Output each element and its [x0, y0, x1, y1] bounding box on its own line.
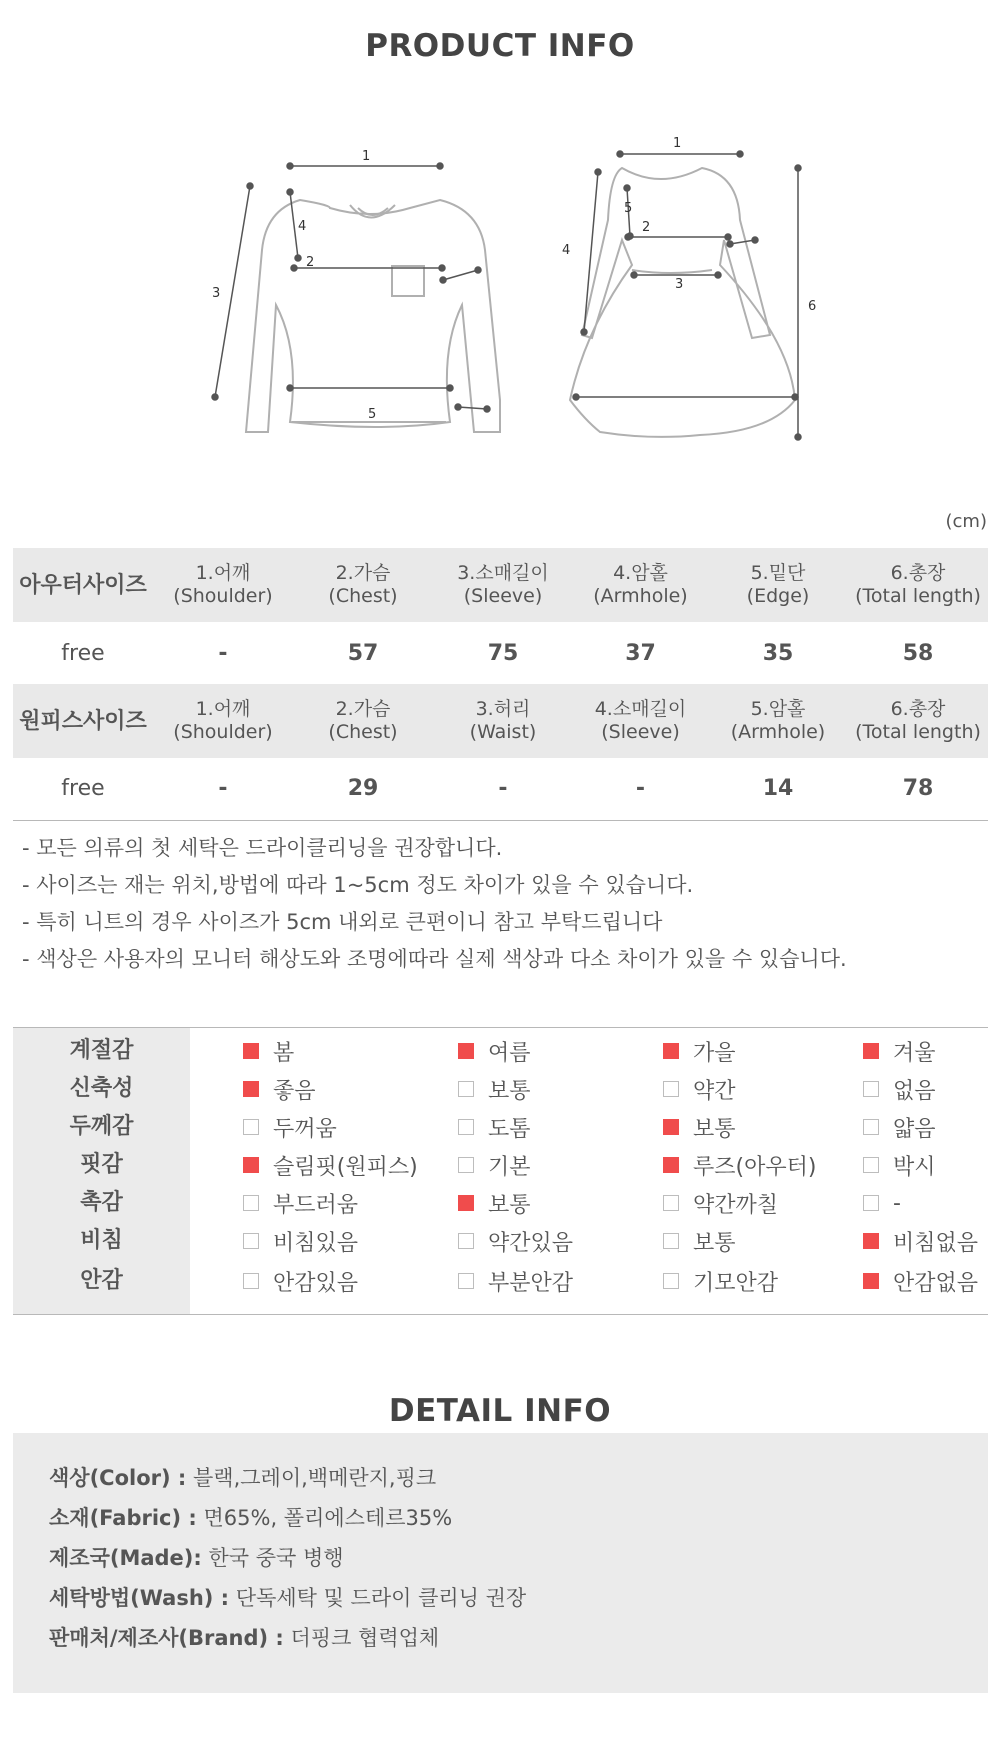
dress-size-label: 원피스사이즈 — [13, 684, 153, 758]
feel-option-label: 보통 — [488, 1192, 531, 1218]
feel-option-label: 비침없음 — [893, 1230, 979, 1256]
feel-option-label: 가을 — [693, 1040, 736, 1066]
feel-row-label: 안감 — [80, 1268, 123, 1293]
dress-header-6: 6.총장 (Total length) — [848, 684, 988, 758]
t-label-3: 3 — [212, 286, 221, 301]
outer-header-1: 1.어깨 (Shoulder) — [153, 548, 293, 622]
tshirt-measure-labels — [212, 149, 376, 422]
feel-option — [458, 1108, 531, 1146]
feel-option-label: 두꺼움 — [273, 1116, 337, 1142]
checked-box-icon — [663, 1157, 679, 1173]
unchecked-box-icon — [243, 1119, 259, 1135]
outer-value-2: 57 — [347, 640, 379, 666]
detail-key: 제조국(Made): — [49, 1546, 202, 1570]
feel-option-label: 겨울 — [893, 1040, 936, 1066]
feel-option-label: 약간있음 — [488, 1230, 574, 1256]
unchecked-box-icon — [863, 1195, 879, 1211]
checked-box-icon — [863, 1043, 879, 1059]
outer-header-5: 5.밑단 (Edge) — [708, 548, 848, 622]
feel-option — [243, 1222, 358, 1260]
checked-box-icon — [663, 1043, 679, 1059]
checked-box-icon — [243, 1081, 259, 1097]
unchecked-box-icon — [243, 1233, 259, 1249]
unchecked-box-icon — [458, 1081, 474, 1097]
outer-header-4: 4.암홀 (Armhole) — [573, 548, 708, 622]
checked-box-icon — [458, 1043, 474, 1059]
unchecked-box-icon — [663, 1233, 679, 1249]
feel-row-label: 비침 — [80, 1228, 123, 1253]
feel-option — [458, 1070, 531, 1108]
detail-value: 블랙,그레이,백메란지,핑크 — [193, 1466, 437, 1490]
feel-option — [863, 1070, 936, 1108]
unchecked-box-icon — [243, 1195, 259, 1211]
checked-box-icon — [458, 1195, 474, 1211]
dress-measure-labels — [562, 136, 816, 314]
d-label-2: 2 — [642, 220, 651, 235]
feel-option — [243, 1108, 337, 1146]
outer-value-6: 58 — [902, 640, 934, 666]
feel-option-label: 기본 — [488, 1154, 531, 1180]
feel-option — [663, 1222, 736, 1260]
feel-option — [863, 1146, 936, 1184]
d-label-5: 5 — [624, 201, 633, 216]
feel-option — [458, 1222, 573, 1260]
feel-option-label: 약간까칠 — [693, 1192, 779, 1218]
unit-label: (cm) — [945, 511, 987, 532]
feel-option — [458, 1184, 531, 1222]
checked-box-icon — [243, 1043, 259, 1059]
dress-value-5: 14 — [708, 758, 848, 820]
outer-header-2: 2.가슴 (Chest) — [293, 548, 433, 622]
feel-option — [243, 1184, 358, 1222]
feel-row — [13, 1262, 988, 1300]
detail-value: 단독세탁 및 드라이 클리닝 권장 — [235, 1586, 527, 1610]
feel-option-label: 기모안감 — [693, 1270, 779, 1296]
t-label-2: 2 — [306, 255, 315, 270]
unchecked-box-icon — [663, 1081, 679, 1097]
feel-option-label: 얇음 — [893, 1116, 936, 1142]
feel-option — [663, 1184, 778, 1222]
feel-row — [13, 1108, 988, 1146]
feel-option — [663, 1070, 736, 1108]
outer-value-5: 35 — [762, 640, 794, 666]
dress-header-5: 5.암홀 (Armhole) — [708, 684, 848, 758]
outer-value-3: 75 — [487, 640, 519, 666]
detail-fabric — [49, 1498, 988, 1538]
dress-value-4: - — [573, 758, 708, 820]
t-label-4: 4 — [298, 219, 307, 234]
d-label-4: 4 — [562, 243, 571, 258]
feel-option-label: 부드러움 — [273, 1192, 359, 1218]
feel-row-label: 두께감 — [69, 1114, 134, 1139]
feel-option — [243, 1070, 316, 1108]
feel-option — [663, 1262, 778, 1300]
unchecked-box-icon — [863, 1157, 879, 1173]
feel-option-label: 보통 — [693, 1230, 736, 1256]
feel-row — [13, 1184, 988, 1222]
feel-option-label: 도톰 — [488, 1116, 531, 1142]
feel-option — [863, 1108, 936, 1146]
feel-row — [13, 1146, 988, 1184]
dress-value-1: - — [153, 758, 293, 820]
feel-option — [663, 1032, 736, 1070]
product-info-title: PRODUCT INFO — [365, 28, 635, 64]
size-table — [13, 548, 988, 821]
outer-header-3: 3.소매길이 (Sleeve) — [433, 548, 573, 622]
feel-row-label: 신축성 — [69, 1076, 134, 1101]
d-label-6: 6 — [808, 299, 817, 314]
detail-info-box — [13, 1433, 988, 1693]
feel-option — [863, 1222, 978, 1260]
unchecked-box-icon — [458, 1119, 474, 1135]
unchecked-box-icon — [863, 1081, 879, 1097]
dress-value-6: 78 — [848, 758, 988, 820]
unchecked-box-icon — [863, 1119, 879, 1135]
detail-key: 색상(Color) : — [49, 1466, 187, 1490]
dress-header-2: 2.가슴 (Chest) — [293, 684, 433, 758]
feel-row-label: 핏감 — [80, 1152, 123, 1177]
care-notes — [22, 830, 982, 978]
feel-row-label: 계절감 — [69, 1038, 134, 1063]
feel-option-label: 안감없음 — [893, 1270, 979, 1296]
detail-key: 판매처/제조사(Brand) : — [49, 1626, 284, 1650]
detail-key: 세탁방법(Wash) : — [49, 1586, 230, 1610]
dress-header-4: 4.소매길이 (Sleeve) — [573, 684, 708, 758]
feel-option-label: 좋음 — [273, 1078, 316, 1104]
feel-row-label: 촉감 — [80, 1190, 123, 1215]
feel-option — [863, 1032, 936, 1070]
feel-option — [243, 1032, 294, 1070]
feel-option-label: 루즈(아우터) — [693, 1154, 817, 1180]
feel-row — [13, 1222, 988, 1260]
dress-measure-lines — [573, 151, 801, 440]
dress-size-free: free — [13, 758, 153, 820]
note-item: - 색상은 사용자의 모니터 해상도와 조명에따라 실제 색상과 다소 차이가 있을 수 있습니다. — [22, 947, 847, 971]
feel-option-label: 비침있음 — [273, 1230, 359, 1256]
t-label-5: 5 — [368, 407, 377, 422]
feel-option — [458, 1262, 573, 1300]
dress-header-row — [13, 684, 988, 758]
detail-brand — [49, 1618, 988, 1658]
feel-option — [663, 1146, 816, 1184]
feel-option — [243, 1262, 358, 1300]
checked-box-icon — [663, 1119, 679, 1135]
outer-size-label: 아우터사이즈 — [13, 548, 153, 622]
feel-row — [13, 1032, 988, 1070]
feel-option-label: 보통 — [693, 1116, 736, 1142]
detail-key: 소재(Fabric) : — [49, 1506, 197, 1530]
unchecked-box-icon — [243, 1273, 259, 1289]
t-label-1: 1 — [362, 149, 371, 164]
feel-option-label: 없음 — [893, 1078, 936, 1104]
unchecked-box-icon — [663, 1195, 679, 1211]
feel-option — [663, 1108, 736, 1146]
feel-option-label: 여름 — [488, 1040, 531, 1066]
feel-option — [243, 1146, 418, 1184]
outer-size-free: free — [61, 640, 105, 666]
feel-option — [458, 1032, 531, 1070]
fabric-feel-table — [13, 1027, 988, 1315]
outer-value-row — [13, 622, 988, 684]
feel-option — [458, 1146, 531, 1184]
feel-option-label: 슬림핏(원피스) — [273, 1154, 418, 1180]
checked-box-icon — [863, 1273, 879, 1289]
unchecked-box-icon — [663, 1273, 679, 1289]
outer-header-row — [13, 548, 988, 622]
feel-option-label: 부분안감 — [488, 1270, 574, 1296]
unchecked-box-icon — [458, 1273, 474, 1289]
d-label-1: 1 — [673, 136, 682, 151]
measurement-diagram — [0, 130, 1000, 510]
outer-value-4: 37 — [625, 640, 656, 666]
feel-option-label: 안감있음 — [273, 1270, 359, 1296]
outer-value-1: - — [218, 640, 228, 666]
dress-value-3: - — [433, 758, 573, 820]
feel-option-label: 박시 — [893, 1154, 936, 1180]
note-item: - 특히 니트의 경우 사이즈가 5cm 내외로 큰편이니 참고 부탁드립니다 — [22, 910, 663, 934]
note-item: - 사이즈는 재는 위치,방법에 따라 1~5cm 정도 차이가 있을 수 있습니다. — [22, 873, 694, 897]
detail-value: 한국 중국 병행 — [208, 1546, 344, 1570]
detail-value: 면65%, 폴리에스테르35% — [203, 1506, 453, 1530]
detail-color — [49, 1458, 988, 1498]
feel-option-label: - — [893, 1190, 901, 1216]
tshirt-drawing — [246, 200, 500, 432]
unchecked-box-icon — [458, 1233, 474, 1249]
outer-header-6: 6.총장 (Total length) — [848, 548, 988, 622]
checked-box-icon — [863, 1233, 879, 1249]
dress-value-row — [13, 758, 988, 820]
feel-row — [13, 1070, 988, 1108]
dress-value-2: 29 — [293, 758, 433, 820]
feel-option-label: 봄 — [273, 1040, 295, 1066]
d-label-3: 3 — [675, 277, 684, 292]
detail-wash — [49, 1578, 988, 1618]
detail-info-title: DETAIL INFO — [388, 1393, 612, 1429]
feel-option-label: 보통 — [488, 1078, 531, 1104]
feel-option — [863, 1184, 901, 1222]
detail-value: 더핑크 협력업체 — [290, 1626, 440, 1650]
dress-header-3: 3.허리 (Waist) — [433, 684, 573, 758]
detail-made — [49, 1538, 988, 1578]
note-item: - 모든 의류의 첫 세탁은 드라이클리닝을 권장합니다. — [22, 836, 503, 860]
tshirt-measure-lines — [212, 163, 490, 412]
checked-box-icon — [243, 1157, 259, 1173]
feel-option — [863, 1262, 978, 1300]
unchecked-box-icon — [458, 1157, 474, 1173]
dress-header-1: 1.어깨 (Shoulder) — [153, 684, 293, 758]
feel-option-label: 약간 — [693, 1078, 736, 1104]
